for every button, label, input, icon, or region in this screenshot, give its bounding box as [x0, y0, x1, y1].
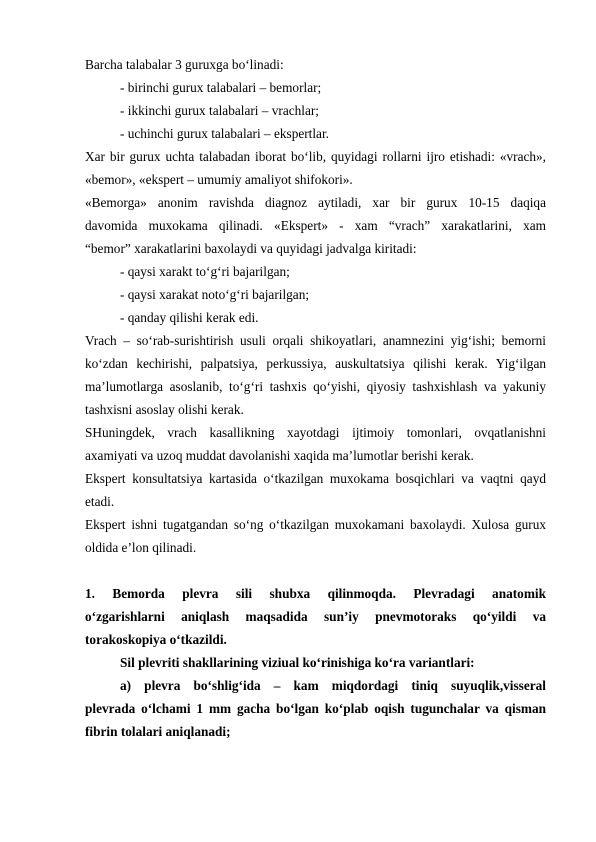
- text-line: oldida e’lon qilinadi.: [85, 540, 197, 555]
- text-line: Xar bir gurux uchta talabadan iborat bo‘lib, quyidagi rollarni ijro etishadi: «vrach»,: [85, 149, 546, 164]
- variant-line: plevrada o‘lchami 1 mm gacha bo‘lgan ko‘plab oqish tugunchalar va qisman: [85, 701, 546, 716]
- text-line: «Bemorga» anonim ravishda diagnoz aytiladi, xar bir gurux 10-15 daqiqa: [85, 195, 546, 210]
- text-line: etadi.: [85, 494, 115, 509]
- text-line: Barcha talabalar 3 guruxga bo‘linadi:: [85, 57, 284, 72]
- list-item: - birinchi gurux talabalari – bemorlar;: [120, 80, 322, 95]
- text-line: ko‘zdan kechirishi, palpatsiya, perkussiya, auskultatsiya qilishi kerak. Yig‘ilgan: [85, 356, 546, 371]
- text-line: «bemor», «ekspert – umumiy amaliyot shifokori».: [85, 172, 353, 187]
- text-line: Ekspert konsultatsiya kartasida o‘tkazilgan muxokama bosqichlari va vaqtni qayd: [85, 471, 546, 486]
- text-line: “bemor” xarakatlarini baxolaydi va quyidagi jadvalga kiritadi:: [85, 241, 417, 256]
- section-heading: Sil plevriti shakllarining viziual ko‘rinishiga ko‘ra variantlari:: [120, 655, 475, 670]
- task-heading-line: o‘zgarishlarni aniqlash maqsadida sun’iy pnevmotoraks qo‘yildi va: [85, 609, 546, 624]
- text-line: ma’lumotlarga asoslanib, to‘g‘ri tashxis qo‘yishi, qiyosiy tashxishlash va yakuniy: [85, 379, 546, 394]
- text-line: tashxisni asoslay olishi kerak.: [85, 402, 244, 417]
- list-item: - qaysi xarakat noto‘g‘ri bajarilgan;: [120, 287, 310, 302]
- text-line: SHuningdek, vrach kasallikning xayotdagi ijtimoiy tomonlari, ovqatlanishni: [85, 425, 546, 440]
- text-line: Vrach – so‘rab-surishtirish usuli orqali shikoyatlari, anamnezini yig‘ishi; bemorni: [85, 333, 546, 348]
- list-item: - qaysi xarakt to‘g‘ri bajarilgan;: [120, 264, 290, 279]
- text-line: Ekspert ishni tugatgandan so‘ng o‘tkazilgan muxokamani baxolaydi. Xulosa gurux: [85, 517, 546, 532]
- task-heading-line: 1. Bemorda plevra sili shubxa qilinmoqda. Plevradagi anatomik: [85, 586, 546, 601]
- variant-line: fibrin tolalari aniqlanadi;: [85, 724, 231, 739]
- list-item: - uchinchi gurux talabalari – ekspertlar.: [120, 126, 329, 141]
- list-item: - qanday qilishi kerak edi.: [120, 310, 259, 325]
- text-line: davomida muxokama qilinadi. «Ekspert» - xam “vrach” xarakatlarini, xam: [85, 218, 546, 233]
- list-item: - ikkinchi gurux talabalari – vrachlar;: [120, 103, 320, 118]
- task-heading-line: torakoskopiya o‘tkazildi.: [85, 632, 227, 647]
- variant-line: a) plevra bo‘shlig‘ida – kam miqdordagi tiniq suyuqlik,visseral: [120, 678, 546, 693]
- text-line: axamiyati va uzoq muddat davolanishi xaqida ma’lumotlar berishi kerak.: [85, 448, 474, 463]
